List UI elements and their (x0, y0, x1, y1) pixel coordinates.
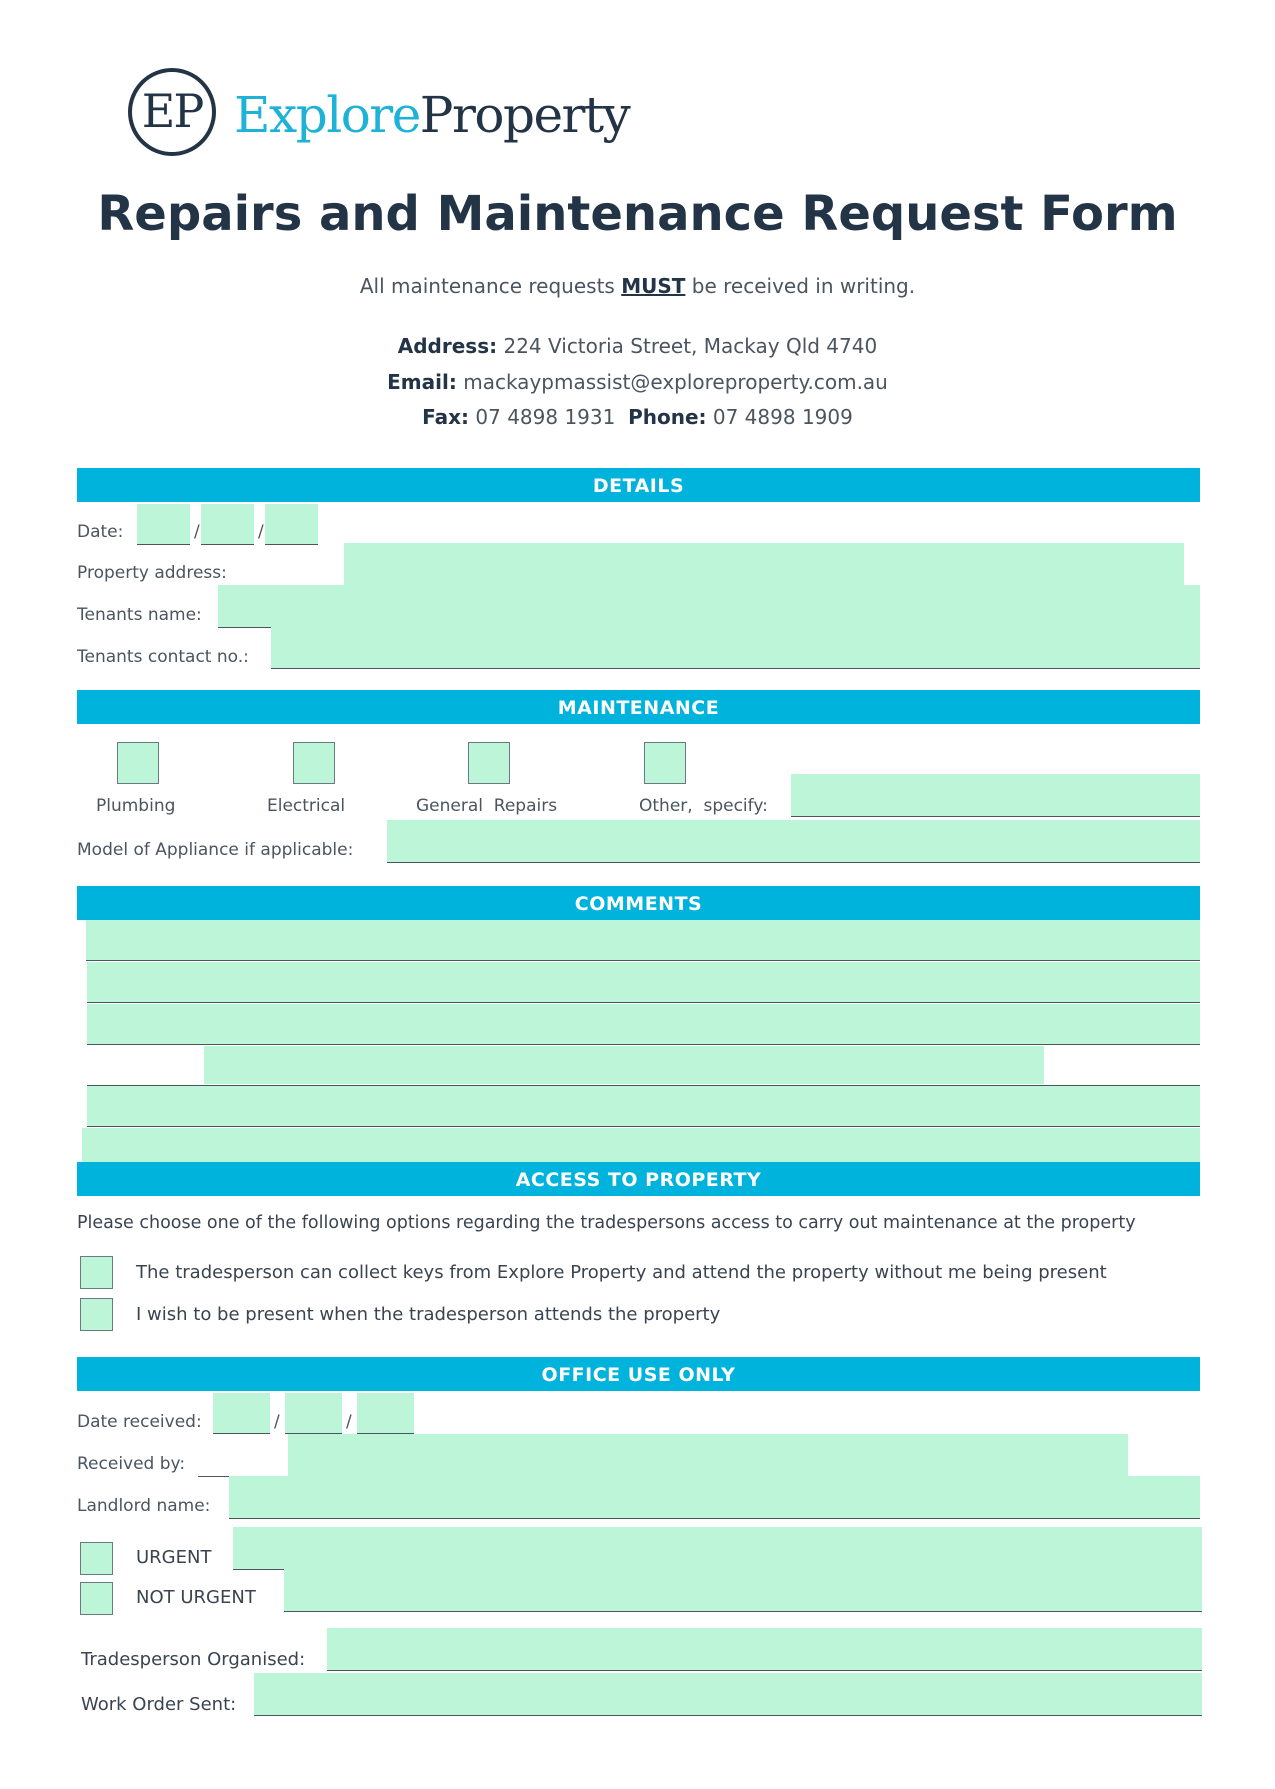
date-month-field[interactable] (201, 504, 254, 544)
date-month-underline (201, 544, 254, 545)
other-specify-underline (791, 816, 1200, 817)
notice-before: All maintenance requests (359, 274, 622, 298)
phone-label: Phone: (628, 405, 707, 429)
comment-underline-5 (87, 1126, 1200, 1127)
access-keys-checkbox[interactable] (80, 1256, 113, 1289)
date-day-underline (137, 544, 190, 545)
not-urgent-label: NOT URGENT (136, 1587, 256, 1608)
date-separator: / (194, 522, 200, 542)
landlord-name-label: Landlord name: (77, 1496, 211, 1516)
urgent-label: URGENT (136, 1547, 212, 1568)
appliance-model-underline (387, 862, 1200, 863)
landlord-name-field[interactable] (229, 1476, 1200, 1518)
appliance-model-label: Model of Appliance if applicable: (77, 840, 354, 860)
maintenance-heading: MAINTENANCE (77, 690, 1200, 724)
received-day-underline (213, 1433, 270, 1434)
comments-heading: COMMENTS (77, 886, 1200, 920)
work-order-sent-underline (254, 1715, 1202, 1716)
contact-email (0, 370, 1275, 394)
not-urgent-checkbox[interactable] (80, 1582, 113, 1615)
contact-fax-phone (0, 405, 1275, 429)
address-label: Address: (397, 334, 498, 358)
date-day-field[interactable] (137, 504, 190, 544)
comment-line-5[interactable] (87, 1086, 1200, 1126)
logo-monogram: EP (141, 84, 203, 138)
date-separator: / (346, 1412, 352, 1432)
logo-word-explore: Explore (234, 86, 420, 144)
details-heading: DETAILS (77, 468, 1200, 502)
comment-line-1[interactable] (86, 920, 1200, 960)
urgent-notes-field[interactable] (233, 1527, 1202, 1569)
logo-wordmark (234, 86, 629, 144)
comment-line-4[interactable] (204, 1046, 1044, 1084)
access-keys-label: The tradesperson can collect keys from Explore Property and attend the property without me being present (136, 1262, 1107, 1283)
tenants-name-field[interactable] (218, 585, 1200, 627)
comment-underline-2 (87, 1002, 1200, 1003)
comment-underline-1 (86, 960, 1200, 961)
access-instruction: Please choose one of the following options regarding the tradespersons access to carry out maintenance at the property (77, 1213, 1136, 1233)
date-received-label: Date received: (77, 1412, 202, 1432)
landlord-name-underline (229, 1518, 1200, 1519)
written-notice (0, 274, 1275, 298)
page-title: Repairs and Maintenance Request Form (97, 186, 1178, 242)
email-label: Email: (387, 370, 457, 394)
office-heading: OFFICE USE ONLY (77, 1357, 1200, 1391)
work-order-sent-field[interactable] (254, 1673, 1202, 1715)
work-order-sent-label: Work Order Sent: (81, 1694, 237, 1715)
received-by-field[interactable] (288, 1434, 1128, 1476)
tradesperson-organised-underline (327, 1670, 1202, 1671)
date-year-field[interactable] (265, 504, 318, 544)
plumbing-checkbox[interactable] (117, 742, 159, 784)
comment-line-3[interactable] (87, 1004, 1200, 1044)
date-year-underline (265, 544, 318, 545)
tenants-contact-field[interactable] (271, 627, 1200, 668)
date-label: Date: (77, 522, 124, 542)
notice-after: be received in writing. (685, 274, 916, 298)
not-urgent-notes-underline (284, 1611, 1202, 1612)
comment-line-6[interactable] (82, 1128, 1200, 1162)
address-value: 224 Victoria Street, Mackay Qld 4740 (503, 334, 878, 358)
received-month-field[interactable] (285, 1393, 342, 1433)
other-specify-label: Other, specify: (639, 796, 768, 816)
date-separator: / (274, 1412, 280, 1432)
other-checkbox[interactable] (644, 742, 686, 784)
general-repairs-label: General Repairs (416, 796, 558, 816)
contact-address (0, 334, 1275, 358)
general-repairs-checkbox[interactable] (468, 742, 510, 784)
email-value: mackaypmassist@exploreproperty.com.au (463, 370, 888, 394)
tenants-name-label: Tenants name: (77, 605, 202, 625)
property-address-label: Property address: (77, 563, 227, 583)
received-year-field[interactable] (357, 1393, 414, 1433)
tradesperson-organised-label: Tradesperson Organised: (81, 1649, 306, 1670)
notice-emphasis: MUST (621, 274, 686, 298)
appliance-model-field[interactable] (387, 820, 1200, 862)
access-present-label: I wish to be present when the tradesperson attends the property (136, 1304, 721, 1325)
access-heading: ACCESS TO PROPERTY (77, 1162, 1200, 1196)
plumbing-label: Plumbing (96, 796, 176, 816)
tradesperson-organised-field[interactable] (327, 1628, 1202, 1670)
electrical-label: Electrical (267, 796, 346, 816)
electrical-checkbox[interactable] (293, 742, 335, 784)
access-present-checkbox[interactable] (80, 1298, 113, 1331)
fax-value: 07 4898 1931 (475, 405, 616, 429)
comment-underline-3 (87, 1044, 1200, 1045)
tenants-contact-underline (271, 668, 1200, 669)
phone-value: 07 4898 1909 (712, 405, 853, 429)
logo-word-property: Property (419, 86, 630, 144)
fax-label: Fax: (422, 405, 470, 429)
urgent-checkbox[interactable] (80, 1542, 113, 1575)
other-specify-field[interactable] (791, 774, 1200, 816)
property-address-field[interactable] (344, 543, 1184, 585)
comment-line-2[interactable] (87, 962, 1200, 1002)
tenants-contact-label: Tenants contact no.: (77, 647, 249, 667)
received-by-label: Received by: (77, 1454, 186, 1474)
not-urgent-notes-field[interactable] (284, 1569, 1202, 1611)
received-day-field[interactable] (213, 1393, 270, 1433)
date-separator: / (258, 522, 264, 542)
